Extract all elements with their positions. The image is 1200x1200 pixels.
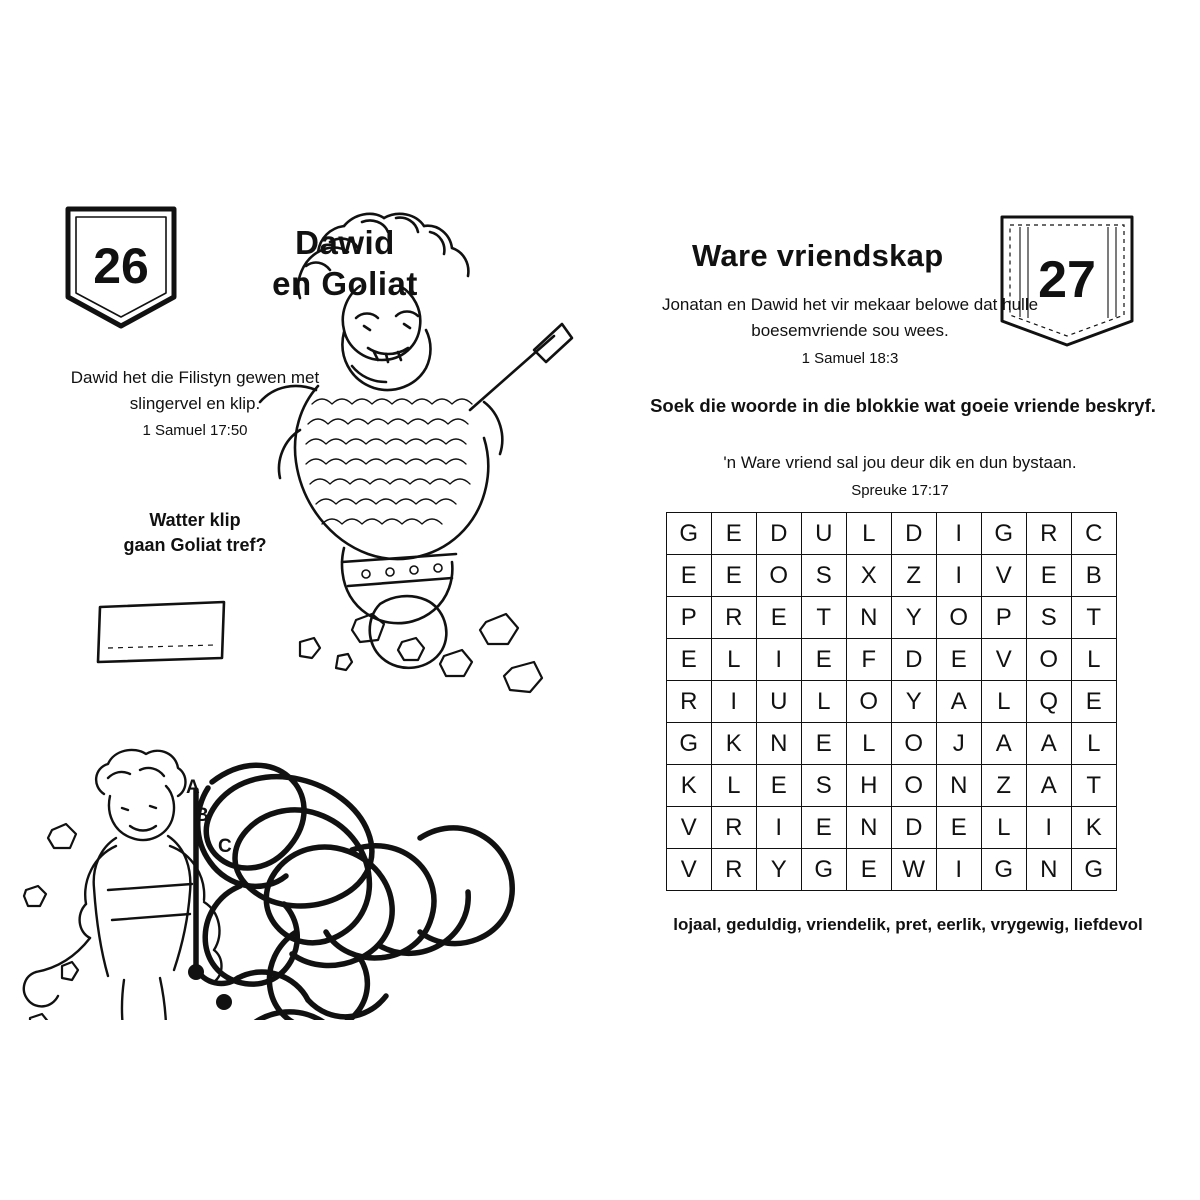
- word-search-cell[interactable]: E: [667, 639, 712, 681]
- proverb-block: [650, 450, 1150, 502]
- left-verse-ref: 1 Samuel 17:50: [142, 422, 248, 439]
- right-intro-block: [660, 292, 1040, 370]
- word-search-cell[interactable]: I: [937, 555, 982, 597]
- word-search-cell[interactable]: A: [937, 681, 982, 723]
- word-search-row: [667, 639, 1117, 681]
- word-search-cell[interactable]: T: [1072, 765, 1117, 807]
- badge-number-text: 26: [93, 238, 149, 294]
- word-search-cell[interactable]: P: [982, 597, 1027, 639]
- maze-label-b[interactable]: B: [195, 805, 209, 826]
- word-search-cell[interactable]: I: [757, 639, 802, 681]
- word-search-cell[interactable]: E: [757, 765, 802, 807]
- word-search-cell[interactable]: O: [937, 597, 982, 639]
- word-search-cell[interactable]: E: [802, 639, 847, 681]
- word-search-row: [667, 513, 1117, 555]
- word-search-cell[interactable]: A: [1027, 723, 1072, 765]
- word-search-row: [667, 555, 1117, 597]
- word-search-cell[interactable]: L: [847, 513, 892, 555]
- word-search-cell[interactable]: V: [667, 849, 712, 891]
- maze-label-a[interactable]: A: [186, 777, 200, 798]
- word-search-cell[interactable]: K: [667, 765, 712, 807]
- left-question-line1: Watter klip: [149, 510, 241, 530]
- word-search-cell[interactable]: L: [802, 681, 847, 723]
- word-search-cell[interactable]: E: [802, 723, 847, 765]
- word-search-cell[interactable]: V: [982, 639, 1027, 681]
- puzzle-instruction: Soek die woorde in die blokkie wat goeie vriende beskryf.: [650, 395, 1156, 416]
- word-search-cell[interactable]: Q: [1027, 681, 1072, 723]
- word-search-cell[interactable]: A: [982, 723, 1027, 765]
- word-search-cell[interactable]: L: [1072, 639, 1117, 681]
- word-search-cell[interactable]: F: [847, 639, 892, 681]
- word-search-cell[interactable]: L: [847, 723, 892, 765]
- word-search-row: [667, 849, 1117, 891]
- word-search-cell[interactable]: I: [937, 849, 982, 891]
- word-search-cell[interactable]: E: [712, 513, 757, 555]
- word-search-cell[interactable]: O: [847, 681, 892, 723]
- word-search-cell[interactable]: N: [847, 597, 892, 639]
- word-search-cell[interactable]: U: [757, 681, 802, 723]
- word-search-cell[interactable]: L: [982, 681, 1027, 723]
- word-search-row: [667, 681, 1117, 723]
- word-search-cell[interactable]: E: [802, 807, 847, 849]
- word-search-cell[interactable]: O: [1027, 639, 1072, 681]
- word-search-cell[interactable]: O: [757, 555, 802, 597]
- right-page-title: Ware vriendskap: [692, 238, 944, 273]
- left-verse-text: Dawid het die Filistyn gewen met slingervel en klip.: [70, 368, 320, 413]
- word-search-cell[interactable]: C: [1072, 513, 1117, 555]
- word-search-cell[interactable]: K: [1072, 807, 1117, 849]
- right-intro-ref: 1 Samuel 18:3: [801, 349, 899, 367]
- word-search-cell[interactable]: H: [847, 765, 892, 807]
- word-search-cell[interactable]: E: [667, 555, 712, 597]
- word-search-cell[interactable]: V: [982, 555, 1027, 597]
- word-search-cell[interactable]: B: [1072, 555, 1117, 597]
- word-search-cell[interactable]: P: [667, 597, 712, 639]
- word-search-cell[interactable]: E: [937, 639, 982, 681]
- right-intro-text: Jonatan en Dawid het vir mekaar belowe dat hulle boesemvriende sou wees.: [661, 295, 1039, 341]
- word-search-cell[interactable]: E: [1072, 681, 1117, 723]
- word-search-cell[interactable]: J: [937, 723, 982, 765]
- word-search-cell[interactable]: G: [667, 723, 712, 765]
- word-search-cell[interactable]: X: [847, 555, 892, 597]
- word-search-cell[interactable]: G: [667, 513, 712, 555]
- word-search-cell[interactable]: T: [802, 597, 847, 639]
- word-search-cell[interactable]: Z: [982, 765, 1027, 807]
- word-search-cell[interactable]: E: [847, 849, 892, 891]
- word-search-cell[interactable]: G: [982, 513, 1027, 555]
- word-search-cell[interactable]: I: [757, 807, 802, 849]
- word-search-cell[interactable]: A: [1027, 765, 1072, 807]
- word-search-cell[interactable]: E: [712, 555, 757, 597]
- word-list: lojaal, geduldig, vriendelik, pret, eerlik, vrygewig, liefdevol: [673, 915, 1143, 934]
- word-search-cell[interactable]: R: [1027, 513, 1072, 555]
- word-search-table[interactable]: [666, 512, 1117, 891]
- word-search-cell[interactable]: I: [1027, 807, 1072, 849]
- word-search-cell[interactable]: I: [712, 681, 757, 723]
- word-search-cell[interactable]: R: [712, 597, 757, 639]
- word-search-cell[interactable]: D: [892, 513, 937, 555]
- word-search-cell[interactable]: G: [802, 849, 847, 891]
- word-search-cell[interactable]: N: [1027, 849, 1072, 891]
- word-search-cell[interactable]: R: [667, 681, 712, 723]
- word-search-cell[interactable]: E: [1027, 555, 1072, 597]
- word-search-cell[interactable]: W: [892, 849, 937, 891]
- word-search-cell[interactable]: R: [712, 807, 757, 849]
- word-search-cell[interactable]: L: [982, 807, 1027, 849]
- word-search-cell[interactable]: R: [712, 849, 757, 891]
- maze-illustration: [0, 190, 600, 1020]
- word-search-cell[interactable]: Z: [892, 555, 937, 597]
- right-page: [600, 0, 1200, 1200]
- word-search-cell[interactable]: I: [937, 513, 982, 555]
- word-search-cell[interactable]: Y: [757, 849, 802, 891]
- left-title-line2: en Goliat: [272, 265, 418, 303]
- word-search-cell[interactable]: L: [712, 765, 757, 807]
- word-search-row: [667, 765, 1117, 807]
- word-search-cell[interactable]: U: [802, 513, 847, 555]
- word-search-cell[interactable]: S: [802, 765, 847, 807]
- proverb-text: 'n Ware vriend sal jou deur dik en dun bystaan.: [723, 453, 1077, 472]
- word-search-cell[interactable]: S: [802, 555, 847, 597]
- word-search-row: [667, 807, 1117, 849]
- maze-label-c[interactable]: C: [218, 836, 232, 857]
- word-search-cell[interactable]: N: [847, 807, 892, 849]
- word-search-cell[interactable]: N: [757, 723, 802, 765]
- proverb-ref: Spreuke 17:17: [851, 481, 949, 499]
- left-question-line2: gaan Goliat tref?: [123, 535, 267, 556]
- word-search-row: [667, 597, 1117, 639]
- word-search-cell[interactable]: N: [937, 765, 982, 807]
- word-search-cell[interactable]: K: [712, 723, 757, 765]
- word-search-row: [667, 723, 1117, 765]
- word-search-cell[interactable]: D: [892, 807, 937, 849]
- word-search-cell[interactable]: G: [982, 849, 1027, 891]
- word-search-cell[interactable]: O: [892, 723, 937, 765]
- word-search-cell[interactable]: Y: [892, 681, 937, 723]
- word-search-cell[interactable]: D: [757, 513, 802, 555]
- word-search-cell[interactable]: Y: [892, 597, 937, 639]
- left-title-line1: Dawid: [295, 224, 395, 261]
- word-search-grid[interactable]: [666, 512, 1134, 891]
- word-search-cell[interactable]: L: [712, 639, 757, 681]
- word-search-cell[interactable]: L: [1072, 723, 1117, 765]
- word-search-cell[interactable]: V: [667, 807, 712, 849]
- word-search-cell[interactable]: T: [1072, 597, 1117, 639]
- badge-number-text: 27: [1038, 251, 1096, 309]
- word-search-cell[interactable]: E: [757, 597, 802, 639]
- word-search-cell[interactable]: G: [1072, 849, 1117, 891]
- word-search-cell[interactable]: S: [1027, 597, 1072, 639]
- word-search-cell[interactable]: D: [892, 639, 937, 681]
- word-search-cell[interactable]: E: [937, 807, 982, 849]
- word-search-cell[interactable]: O: [892, 765, 937, 807]
